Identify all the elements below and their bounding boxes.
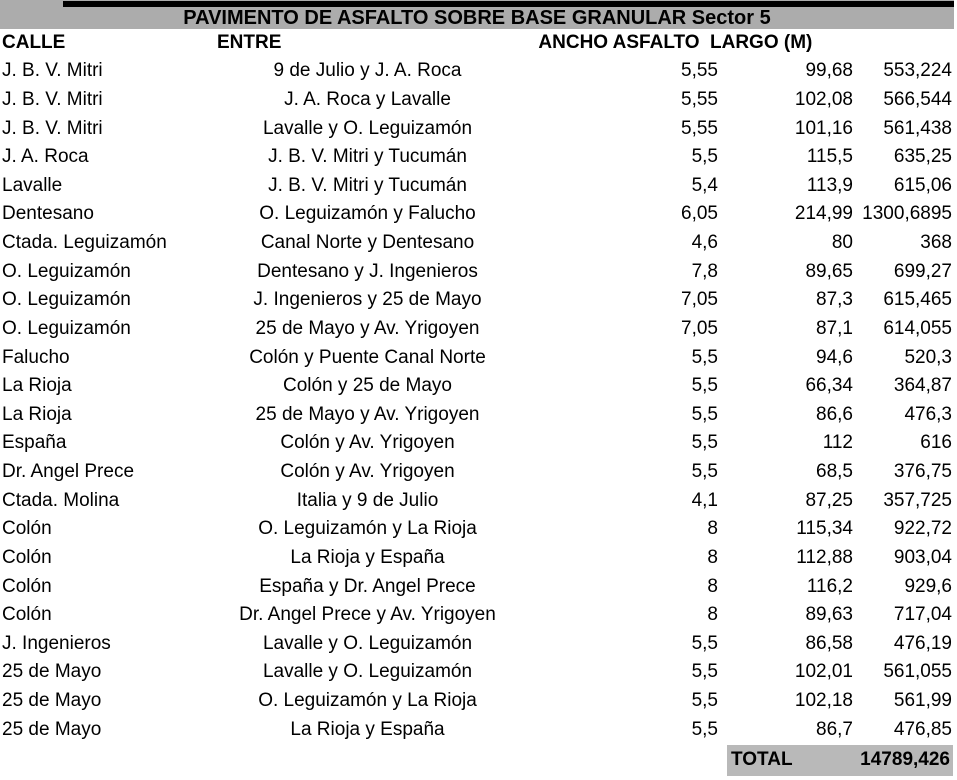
- table-title-bar: [0, 0, 954, 29]
- cell-ancho: 5,55: [681, 117, 718, 139]
- cell-entre: O. Leguizamón y La Rioja: [258, 690, 477, 712]
- cell-entre: O. Leguizamón y Falucho: [259, 203, 476, 225]
- cell-largo: 80: [831, 232, 853, 254]
- cell-area: 476,85: [893, 718, 952, 740]
- cell-calle: 25 de Mayo: [2, 690, 102, 712]
- cell-area: 699,27: [893, 260, 952, 282]
- cell-largo: 87,25: [805, 489, 853, 511]
- cell-calle: O. Leguizamón: [2, 289, 131, 311]
- total-row: [0, 745, 957, 776]
- cell-area: 566,544: [883, 88, 952, 110]
- cell-area: 357,725: [883, 489, 952, 511]
- table-row: [0, 429, 957, 458]
- cell-entre: J. B. V. Mitri y Tucumán: [268, 174, 467, 196]
- table-row: [0, 229, 957, 258]
- cell-entre: Dr. Angel Prece y Av. Yrigoyen: [239, 604, 496, 626]
- cell-calle: La Rioja: [2, 403, 72, 425]
- total-spacer: [0, 745, 727, 776]
- table-row: [0, 315, 957, 344]
- cell-ancho: 8: [707, 518, 718, 540]
- cell-largo: 102,18: [794, 690, 853, 712]
- cell-calle: Colón: [2, 604, 52, 626]
- cell-calle: Ctada. Leguizamón: [2, 232, 167, 254]
- cell-entre: Colón y Av. Yrigoyen: [280, 432, 455, 454]
- cell-ancho: 5,5: [691, 461, 718, 483]
- table-row: [0, 57, 957, 86]
- cell-largo: 87,3: [816, 289, 853, 311]
- cell-area: 717,04: [893, 604, 952, 626]
- table-row: [0, 200, 957, 229]
- cell-ancho: 5,5: [691, 375, 718, 397]
- cell-largo: 89,63: [805, 604, 853, 626]
- cell-ancho: 5,5: [691, 690, 718, 712]
- cell-area: 614,055: [883, 317, 952, 339]
- cell-area: 553,224: [883, 60, 952, 82]
- cell-largo: 87,1: [816, 317, 853, 339]
- cell-entre: J. A. Roca y Lavalle: [284, 88, 451, 110]
- table-row: [0, 515, 957, 544]
- cell-area: 520,3: [904, 346, 952, 368]
- cell-area: 635,25: [893, 146, 952, 168]
- cell-entre: J. Ingenieros y 25 de Mayo: [253, 289, 482, 311]
- cell-area: 615,06: [893, 174, 952, 196]
- cell-entre: J. B. V. Mitri y Tucumán: [268, 146, 467, 168]
- table-row: [0, 401, 957, 430]
- cell-ancho: 8: [707, 575, 718, 597]
- cell-largo: 86,6: [816, 403, 853, 425]
- cell-calle: J. B. V. Mitri: [2, 60, 103, 82]
- cell-largo: 116,2: [806, 575, 853, 597]
- cell-area: 903,04: [893, 546, 952, 568]
- cell-ancho: 4,6: [691, 232, 718, 254]
- table-row: [0, 172, 957, 201]
- cell-calle: Dentesano: [2, 203, 94, 225]
- table-row: [0, 630, 957, 659]
- cell-calle: J. B. V. Mitri: [2, 117, 103, 139]
- total-label: TOTAL: [731, 749, 793, 770]
- table-row: [0, 658, 957, 687]
- table-row: [0, 286, 957, 315]
- cell-calle: O. Leguizamón: [2, 260, 131, 282]
- table-header-row: [0, 29, 957, 57]
- cell-ancho: 5,5: [691, 403, 718, 425]
- cell-largo: 112: [822, 432, 853, 454]
- cell-entre: Italia y 9 de Julio: [296, 489, 439, 511]
- cell-area: 929,6: [904, 575, 952, 597]
- cell-largo: 112,88: [796, 546, 853, 568]
- cell-area: 364,87: [893, 375, 952, 397]
- cell-ancho: 8: [707, 546, 718, 568]
- cell-ancho: 5,55: [681, 60, 718, 82]
- cell-largo: 102,08: [794, 88, 853, 110]
- cell-largo: 115,34: [796, 518, 853, 540]
- cell-entre: La Rioja y España: [290, 546, 445, 568]
- cell-entre: España y Dr. Angel Prece: [259, 575, 476, 597]
- table-row: [0, 372, 957, 401]
- cell-calle: J. Ingenieros: [2, 632, 111, 654]
- table-body: [0, 57, 957, 744]
- cell-entre: Dentesano y J. Ingenieros: [257, 260, 478, 282]
- cell-ancho: 8: [707, 604, 718, 626]
- cell-ancho: 6,05: [681, 203, 718, 225]
- cell-ancho: 5,4: [691, 174, 718, 196]
- cell-largo: 86,7: [816, 718, 853, 740]
- cell-largo: 66,34: [805, 375, 853, 397]
- cell-entre: 9 de Julio y J. A. Roca: [273, 60, 462, 82]
- cell-largo: 102,01: [794, 661, 853, 683]
- cell-largo: 89,65: [805, 260, 853, 282]
- table-row: [0, 114, 957, 143]
- cell-entre: Lavalle y O. Leguizamón: [262, 632, 473, 654]
- cell-calle: J. A. Roca: [2, 146, 89, 168]
- table-row: [0, 572, 957, 601]
- cell-area: 1300,6895: [862, 203, 952, 225]
- cell-calle: Colón: [2, 546, 52, 568]
- cell-largo: 99,68: [805, 60, 853, 82]
- cell-ancho: 5,55: [681, 88, 718, 110]
- cell-entre: Colón y Av. Yrigoyen: [280, 461, 455, 483]
- cell-calle: España: [2, 432, 67, 454]
- cell-ancho: 5,5: [691, 632, 718, 654]
- cell-ancho: 5,5: [691, 346, 718, 368]
- cell-area: 476,19: [893, 632, 952, 654]
- table-row: [0, 486, 957, 515]
- cell-area: 476,3: [904, 403, 952, 425]
- header-area: [853, 29, 955, 57]
- cell-largo: 68,5: [816, 461, 853, 483]
- cell-area: 561,438: [883, 117, 952, 139]
- table-title: PAVIMENTO DE ASFALTO SOBRE BASE GRANULAR Sector 5: [183, 7, 771, 29]
- cell-calle: La Rioja: [2, 375, 72, 397]
- table-row: [0, 143, 957, 172]
- table-row: [0, 86, 957, 115]
- table-row: [0, 715, 957, 744]
- cell-area: 561,055: [883, 661, 952, 683]
- cell-area: 376,75: [893, 461, 952, 483]
- cell-area: 561,99: [893, 690, 952, 712]
- cell-calle: J. B. V. Mitri: [2, 88, 103, 110]
- header-ancho-asfalto: ANCHO ASFALTO: [538, 32, 700, 53]
- cell-largo: 94,6: [816, 346, 853, 368]
- cell-largo: 214,99: [794, 203, 853, 225]
- cell-entre: Canal Norte y Dentesano: [260, 232, 475, 254]
- table-row: [0, 257, 957, 286]
- total-box: [727, 745, 953, 776]
- table-row: [0, 544, 957, 573]
- cell-area: 615,465: [883, 289, 952, 311]
- cell-largo: 113,9: [806, 174, 853, 196]
- cell-entre: 25 de Mayo y Av. Yrigoyen: [255, 403, 480, 425]
- cell-entre: Lavalle y O. Leguizamón: [262, 661, 473, 683]
- table-row: [0, 458, 957, 487]
- table-row: [0, 601, 957, 630]
- cell-largo: 101,16: [794, 117, 853, 139]
- header-calle: CALLE: [2, 32, 66, 53]
- cell-calle: Colón: [2, 575, 52, 597]
- cell-ancho: 5,5: [691, 432, 718, 454]
- cell-calle: 25 de Mayo: [2, 661, 102, 683]
- cell-entre: O. Leguizamón y La Rioja: [258, 518, 477, 540]
- cell-calle: Lavalle: [2, 174, 63, 196]
- cell-ancho: 4,1: [691, 489, 718, 511]
- cell-entre: 25 de Mayo y Av. Yrigoyen: [255, 317, 480, 339]
- cell-calle: O. Leguizamón: [2, 317, 131, 339]
- cell-calle: 25 de Mayo: [2, 718, 102, 740]
- cell-largo: 115,5: [806, 146, 853, 168]
- table-row: [0, 343, 957, 372]
- header-entre: ENTRE: [217, 32, 282, 53]
- cell-largo: 86,58: [805, 632, 853, 654]
- cell-area: 368: [920, 232, 952, 254]
- cell-ancho: 5,5: [691, 718, 718, 740]
- cell-ancho: 5,5: [691, 661, 718, 683]
- cell-calle: Falucho: [2, 346, 70, 368]
- cell-entre: La Rioja y España: [290, 718, 445, 740]
- table-row: [0, 687, 957, 716]
- cell-calle: Ctada. Molina: [2, 489, 120, 511]
- top-border-line: [63, 1, 954, 7]
- header-largo-m: LARGO (M): [710, 32, 813, 53]
- total-value: 14789,426: [860, 749, 950, 770]
- cell-entre: Colón y 25 de Mayo: [283, 375, 452, 397]
- cell-area: 616: [920, 432, 952, 454]
- cell-ancho: 7,8: [691, 260, 718, 282]
- cell-entre: Lavalle y O. Leguizamón: [262, 117, 473, 139]
- cell-calle: Dr. Angel Prece: [2, 461, 135, 483]
- cell-entre: Colón y Puente Canal Norte: [249, 346, 486, 368]
- cell-area: 922,72: [893, 518, 952, 540]
- cell-ancho: 7,05: [681, 317, 718, 339]
- cell-ancho: 7,05: [681, 289, 718, 311]
- cell-ancho: 5,5: [691, 146, 718, 168]
- cell-calle: Colón: [2, 518, 52, 540]
